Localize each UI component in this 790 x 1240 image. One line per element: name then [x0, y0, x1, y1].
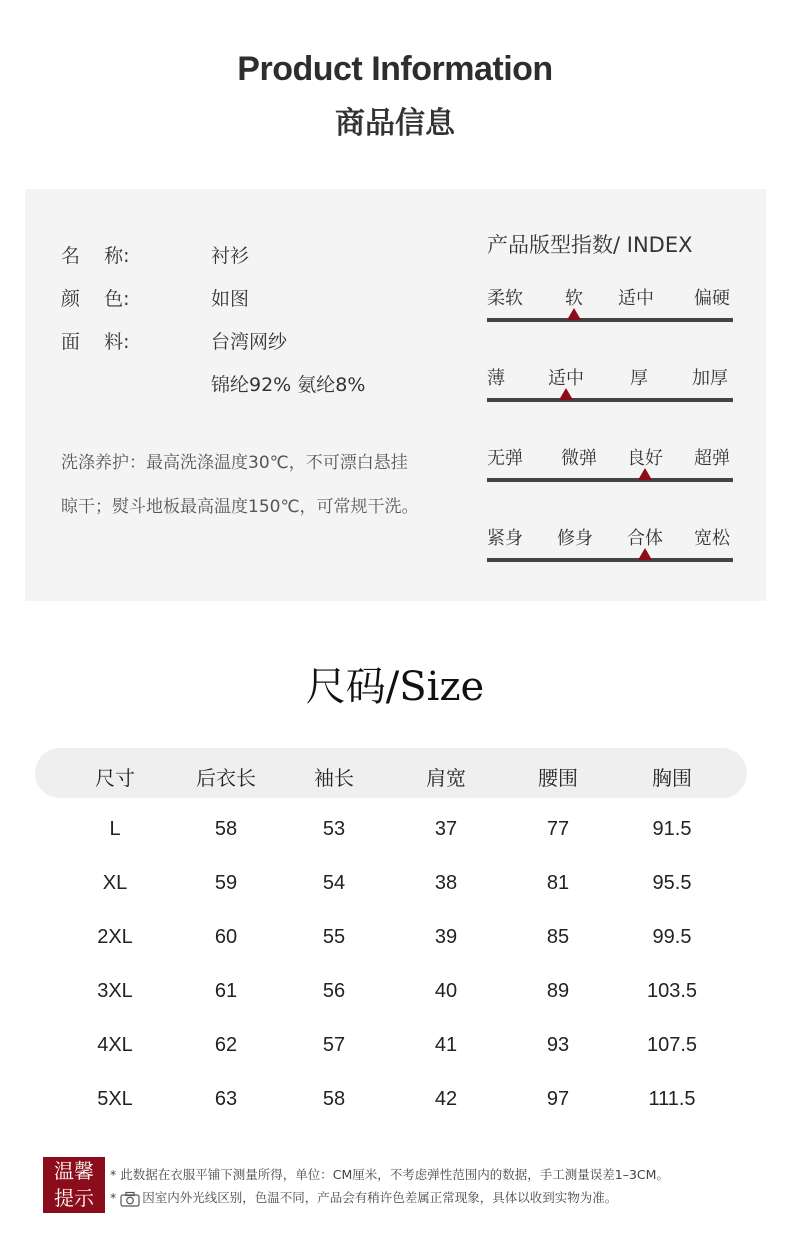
column-header-waist: 腰围 [538, 766, 578, 790]
table-cell: 111.5 [648, 1088, 696, 1110]
table-cell: 60 [214, 926, 238, 948]
index-title: 产品版型指数/ INDEX [487, 233, 693, 257]
notice-badge [43, 1157, 105, 1213]
table-cell: 57 [322, 1034, 346, 1056]
table-cell: 5XL [97, 1088, 133, 1110]
table-cell: 107.5 [646, 1034, 698, 1056]
table-cell: L [109, 818, 121, 840]
table-cell: 77 [546, 818, 570, 840]
scale-softness [487, 284, 733, 344]
scale-fit [487, 524, 733, 584]
info-value: 如图 [211, 288, 250, 310]
table-cell: 42 [434, 1088, 458, 1110]
scale-label: 超弹 [694, 448, 730, 469]
table-row [35, 812, 747, 852]
scale-thickness [487, 364, 733, 424]
info-label: 面 料: [61, 331, 130, 353]
notice-line-2-prefix: * [110, 1190, 117, 1205]
table-cell: 91.5 [652, 818, 692, 840]
scale-elasticity [487, 444, 733, 504]
table-cell: 58 [214, 818, 238, 840]
table-cell: 40 [434, 980, 458, 1002]
camera-icon [120, 1191, 140, 1207]
table-cell: 89 [546, 980, 570, 1002]
table-row [35, 1082, 747, 1122]
column-header-chest: 胸围 [652, 766, 692, 790]
scale-marker [567, 308, 581, 320]
table-row [35, 920, 747, 960]
table-row [35, 866, 747, 906]
table-row [35, 1028, 747, 1068]
notice-line-2 [110, 1188, 617, 1207]
column-header-length: 后衣长 [196, 766, 256, 790]
notice-line-2-text: 因室内外光线区别，色温不同，产品会有稍许色差属正常现象，具体以收到实物为准。 [142, 1190, 618, 1205]
scale-label: 适中 [548, 368, 584, 389]
table-row [35, 974, 747, 1014]
info-label: 颜 色: [61, 288, 130, 310]
table-cell: 58 [322, 1088, 346, 1110]
table-cell: 85 [546, 926, 570, 948]
scale-label: 加厚 [692, 368, 728, 389]
table-cell: 56 [322, 980, 346, 1002]
scale-marker [638, 468, 652, 480]
notice-badge-line2: 提示 [54, 1186, 94, 1210]
scale-label: 偏硬 [694, 288, 730, 309]
info-label: 名 称: [61, 245, 130, 267]
table-cell: 37 [434, 818, 458, 840]
table-cell: 38 [434, 872, 458, 894]
info-value: 台湾网纱 [211, 331, 288, 353]
info-value: 锦纶92% 氨纶8% [211, 374, 366, 396]
scale-marker [638, 548, 652, 560]
table-cell: 61 [214, 980, 238, 1002]
table-cell: XL [102, 872, 128, 894]
scale-label: 软 [565, 288, 583, 309]
scale-label: 微弹 [561, 448, 597, 469]
column-header-shoulder: 肩宽 [426, 766, 466, 790]
scale-label: 良好 [627, 448, 663, 469]
table-cell: 4XL [97, 1034, 133, 1056]
scale-label: 合体 [627, 528, 663, 549]
table-cell: 81 [546, 872, 570, 894]
notice-badge-line1: 温馨 [54, 1159, 94, 1183]
size-title-en: Size [399, 664, 485, 710]
title-en: Product Information [237, 50, 553, 88]
column-header-size: 尺寸 [95, 766, 135, 790]
column-header-sleeve: 袖长 [314, 766, 354, 790]
table-cell: 62 [214, 1034, 238, 1056]
scale-label: 紧身 [487, 528, 523, 549]
size-title [0, 655, 790, 712]
scale-bar [487, 398, 733, 402]
table-cell: 59 [214, 872, 238, 894]
table-cell: 2XL [97, 926, 133, 948]
scale-label: 厚 [630, 368, 648, 389]
scale-label: 薄 [487, 368, 505, 389]
scale-bar [487, 558, 733, 562]
table-cell: 99.5 [652, 926, 692, 948]
table-cell: 55 [322, 926, 346, 948]
table-cell: 95.5 [652, 872, 692, 894]
table-cell: 53 [322, 818, 346, 840]
table-cell: 103.5 [646, 980, 698, 1002]
info-value: 衬衫 [211, 245, 250, 267]
scale-label: 适中 [618, 288, 654, 309]
table-cell: 3XL [97, 980, 133, 1002]
size-table-header [35, 748, 747, 798]
care-instructions: 洗涤养护：最高洗涤温度30℃，不可漂白悬挂晾干；熨斗地板最高温度150℃，可常规干洗。 [61, 453, 419, 517]
table-cell: 97 [546, 1088, 570, 1110]
title-zh: 商品信息 [335, 106, 455, 141]
scale-bar [487, 318, 733, 322]
info-panel [25, 189, 766, 601]
scale-label: 宽松 [694, 528, 730, 549]
scale-label: 柔软 [487, 288, 523, 309]
scale-bar [487, 478, 733, 482]
size-title-zh: 尺码/ [305, 664, 400, 710]
table-cell: 93 [546, 1034, 570, 1056]
scale-marker [559, 388, 573, 400]
notice-line-1: * 此数据在衣服平铺下测量所得，单位：CM厘米，不考虑弹性范围内的数据，手工测量误差1–3CM。 [110, 1167, 669, 1182]
table-cell: 39 [434, 926, 458, 948]
scale-label: 无弹 [487, 448, 523, 469]
table-cell: 41 [434, 1034, 458, 1056]
scale-label: 修身 [557, 528, 593, 549]
table-cell: 54 [322, 872, 346, 894]
table-cell: 63 [214, 1088, 238, 1110]
